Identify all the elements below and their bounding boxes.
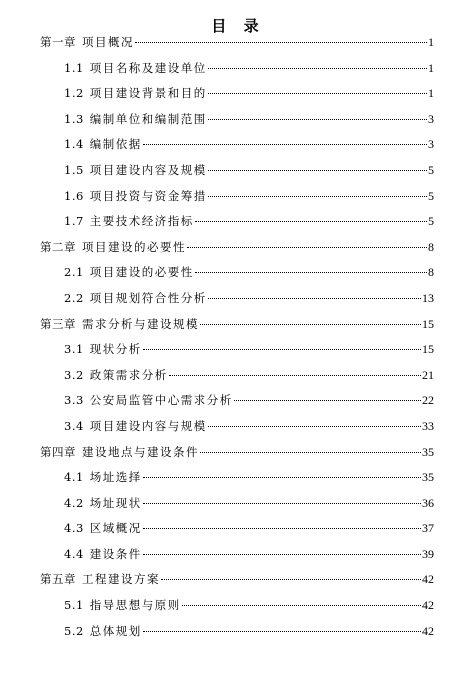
entry-page-number: 35 (422, 470, 434, 485)
entry-title: 编制依据 (89, 137, 142, 152)
entry-number: 第一章 (40, 35, 76, 49)
entry-page-number: 15 (422, 316, 434, 331)
entry-title: 项目建设的必要性 (89, 265, 194, 280)
entry-number: 第五章 (40, 572, 76, 587)
dot-leader (208, 68, 427, 69)
dot-leader (169, 375, 421, 376)
entry-number: 1.5 (64, 162, 84, 177)
entry-page-number: 37 (422, 521, 434, 536)
entry-page-number: 35 (422, 444, 434, 459)
entry-page-number: 39 (422, 546, 434, 561)
toc-section-entry[interactable] (0, 491, 476, 517)
toc-chapter-entry[interactable] (0, 235, 476, 261)
entry-title: 指导思想与原则 (89, 598, 181, 613)
entry-title: 场址选择 (89, 470, 142, 485)
dot-leader (143, 349, 421, 350)
toc-chapter-entry[interactable] (0, 30, 476, 56)
entry-page-number: 42 (422, 598, 434, 613)
entry-page-number: 13 (422, 290, 434, 305)
toc-section-entry[interactable] (0, 516, 476, 542)
toc-section-entry[interactable] (0, 286, 476, 312)
entry-number: 第四章 (40, 444, 76, 459)
toc-section-entry[interactable] (0, 337, 476, 363)
entry-page-number: 3 (428, 111, 434, 126)
dot-leader (187, 247, 427, 248)
entry-title: 项目建设背景和目的 (89, 86, 207, 101)
entry-number: 5.2 (64, 623, 84, 638)
entry-number: 1.6 (64, 188, 84, 203)
dot-leader (143, 503, 421, 504)
entry-title: 现状分析 (89, 342, 142, 357)
entry-title: 工程建设方案 (82, 572, 160, 587)
entry-number: 4.1 (64, 470, 84, 485)
toc-section-entry[interactable] (0, 542, 476, 568)
toc-section-entry[interactable] (0, 465, 476, 491)
dot-leader (143, 528, 421, 529)
entry-title: 项目规划符合性分析 (89, 290, 207, 305)
entry-number: 4.4 (64, 546, 84, 561)
entry-page-number: 22 (422, 393, 434, 408)
entry-number: 2.2 (64, 290, 84, 305)
toc-section-entry[interactable] (0, 56, 476, 82)
toc-section-entry[interactable] (0, 132, 476, 158)
entry-page-number: 1 (428, 35, 434, 49)
dot-leader (208, 170, 427, 171)
dot-leader (182, 605, 421, 606)
entry-number: 第三章 (40, 316, 76, 331)
dot-leader (143, 144, 427, 145)
entry-page-number: 15 (422, 342, 434, 357)
toc-section-entry[interactable] (0, 388, 476, 414)
entry-page-number: 21 (422, 367, 434, 382)
entry-page-number: 42 (422, 623, 434, 638)
entry-number: 1.2 (64, 86, 84, 101)
entry-number: 4.2 (64, 495, 84, 510)
dot-leader (143, 554, 421, 555)
toc-section-entry[interactable] (0, 81, 476, 107)
entry-title: 主要技术经济指标 (89, 214, 194, 229)
entry-number: 2.1 (64, 265, 84, 280)
toc-section-entry[interactable] (0, 619, 476, 645)
entry-page-number: 42 (422, 572, 434, 587)
entry-page-number: 33 (422, 418, 434, 433)
entry-page-number: 1 (428, 86, 434, 101)
dot-leader (208, 119, 427, 120)
dot-leader (143, 631, 421, 632)
toc-section-entry[interactable] (0, 260, 476, 286)
entry-title: 需求分析与建设规模 (82, 316, 199, 331)
toc-section-entry[interactable] (0, 158, 476, 184)
entry-number: 5.1 (64, 598, 84, 613)
dot-leader (200, 324, 421, 325)
entry-title: 场址现状 (89, 495, 142, 510)
dot-leader (208, 426, 421, 427)
dot-leader (208, 196, 427, 197)
toc-list (0, 30, 476, 644)
entry-page-number: 5 (428, 188, 434, 203)
dot-leader (195, 221, 427, 222)
entry-number: 1.7 (64, 214, 84, 229)
toc-section-entry[interactable] (0, 107, 476, 133)
entry-title: 总体规划 (89, 623, 142, 638)
entry-number: 3.3 (64, 393, 84, 408)
entry-number: 1.4 (64, 137, 84, 152)
dot-leader (135, 42, 427, 43)
toc-section-entry[interactable] (0, 184, 476, 210)
entry-title: 项目概况 (82, 35, 134, 49)
entry-page-number: 36 (422, 495, 434, 510)
entry-title: 建设地点与建设条件 (82, 444, 199, 459)
dot-leader (143, 477, 421, 478)
entry-title: 建设条件 (89, 546, 142, 561)
entry-number: 4.3 (64, 521, 84, 536)
entry-title: 项目投资与资金筹措 (89, 188, 207, 203)
dot-leader (208, 298, 421, 299)
entry-title: 政策需求分析 (89, 367, 168, 382)
entry-title: 编制单位和编制范围 (89, 111, 207, 126)
toc-chapter-entry[interactable] (0, 312, 476, 338)
entry-page-number: 5 (428, 214, 434, 229)
entry-number: 3.1 (64, 342, 84, 357)
entry-number: 3.4 (64, 418, 84, 433)
entry-title: 项目建设内容及规模 (89, 162, 207, 177)
entry-number: 1.1 (64, 60, 84, 75)
toc-chapter-entry[interactable] (0, 440, 476, 466)
toc-section-entry[interactable] (0, 209, 476, 235)
entry-title: 公安局监管中心需求分析 (89, 393, 233, 408)
entry-page-number: 5 (428, 162, 434, 177)
entry-title: 项目名称及建设单位 (89, 60, 207, 75)
entry-page-number: 8 (428, 239, 434, 254)
dot-leader (161, 579, 421, 580)
entry-title: 项目建设内容与规模 (89, 418, 207, 433)
entry-title: 区域概况 (89, 521, 142, 536)
entry-number: 第二章 (40, 239, 76, 254)
dot-leader (234, 400, 421, 401)
toc-section-entry[interactable] (0, 363, 476, 389)
dot-leader (208, 93, 427, 94)
entry-title: 项目建设的必要性 (82, 239, 186, 254)
entry-page-number: 1 (428, 60, 434, 75)
entry-page-number: 3 (428, 137, 434, 152)
entry-page-number: 8 (428, 265, 434, 280)
dot-leader (200, 452, 421, 453)
entry-number: 1.3 (64, 111, 84, 126)
dot-leader (195, 272, 427, 273)
entry-number: 3.2 (64, 367, 84, 382)
toc-section-entry[interactable] (0, 414, 476, 440)
toc-chapter-entry[interactable] (0, 567, 476, 593)
toc-title: 目 录 (211, 17, 265, 36)
toc-section-entry[interactable] (0, 593, 476, 619)
